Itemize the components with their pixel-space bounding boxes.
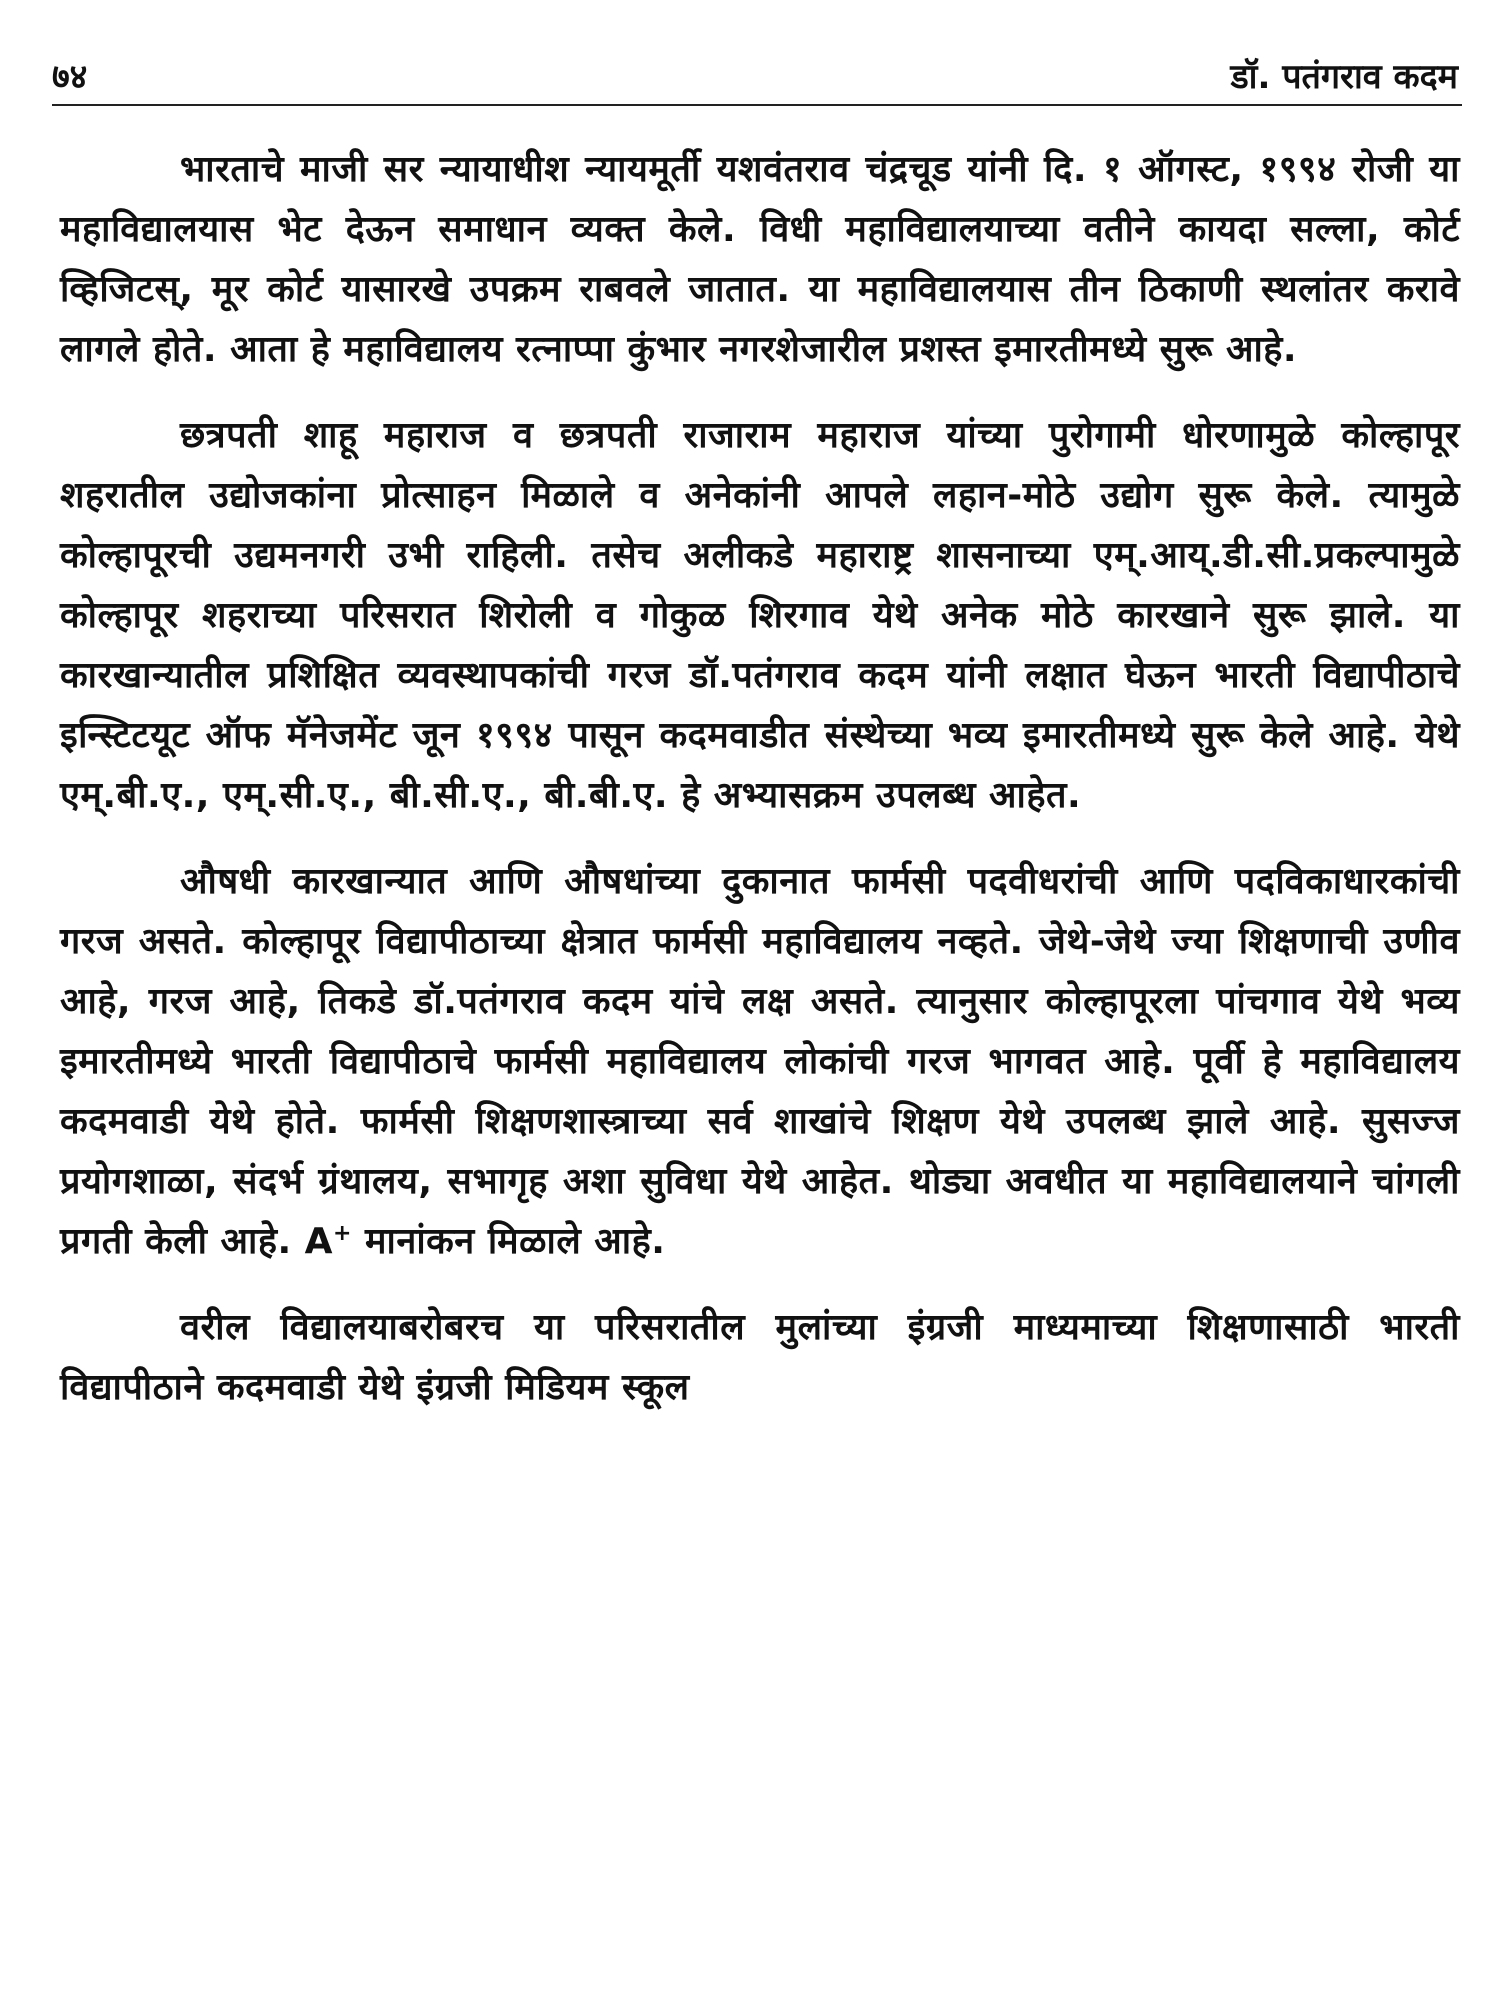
- body-text: [60, 140, 1460, 1418]
- page-number: ७४: [52, 57, 88, 97]
- pharmacy-text: औषधी कारखान्यात आणि औषधांच्या दुकानात फार्मसी पदवीधरांची आणि पदविकाधारकांची गरज असते. कोल्हापूर विद्यापीठाच्या क्षेत्रात फार्मसी महाविद्यालय नव्हते. जेथे-जेथे ज्या शिक्षणाची उणीव आहे, गरज आहे, तिकडे डॉ.पतंगराव कदम यांचे लक्ष असते. त्यानुसार कोल्हापूरला पांचगाव येथे भव्य इमारतीमध्ये भारती विद्यापीठाचे फार्मसी महाविद्यालय लोकांची गरज भागवत आहे. पूर्वी हे महाविद्यालय कदमवाडी येथे होते. फार्मसी शिक्षणशास्त्राच्या सर्व शाखांचे शिक्षण येथे उपलब्ध झाले आहे. सुसज्ज प्रयोगशाळा, संदर्भ ग्रंथालय, सभागृह अशा सुविधा येथे आहेत. थोड्या अवधीत या महाविद्यालयाने चांगली प्रगती केली आहे. A: [60, 861, 1460, 1262]
- page-header: [52, 44, 1462, 106]
- paragraph-law-college: भारताचे माजी सर न्यायाधीश न्यायमूर्ती यशवंतराव चंद्रचूड यांनी दि. १ ऑगस्ट, १९९४ रोजी या महाविद्यालयास भेट देऊन समाधान व्यक्त केले. विधी महाविद्यालयाच्या वतीने कायदा सल्ला, कोर्ट व्हिजिटस्, मूर कोर्ट यासारखे उपक्रम राबवले जातात. या महाविद्यालयास तीन ठिकाणी स्थलांतर करावे लागले होते. आता हे महाविद्यालय रत्नाप्पा कुंभार नगरशेजारील प्रशस्त इमारतीमध्ये सुरू आहे.: [60, 149, 1460, 370]
- pharmacy-text-end: मानांकन मिळाले आहे.: [351, 1221, 666, 1262]
- paragraph-management-institute: छत्रपती शाहू महाराज व छत्रपती राजाराम महाराज यांच्या पुरोगामी धोरणामुळे कोल्हापूर शहरातील उद्योजकांना प्रोत्साहन मिळाले व अनेकांनी आपले लहान-मोठे उद्योग सुरू केले. त्यामुळे कोल्हापूरची उद्यमनगरी उभी राहिली. तसेच अलीकडे महाराष्ट्र शासनाच्या एम्.आय्.डी.सी.प्रकल्पामुळे कोल्हापूर शहराच्या परिसरात शिरोली व गोकुळ शिरगाव येथे अनेक मोठे कारखाने सुरू झाले. या कारखान्यातील प्रशिक्षित व्यवस्थापकांची गरज डॉ.पतंगराव कदम यांनी लक्षात घेऊन भारती विद्यापीठाचे इन्स्टिटयूट ऑफ मॅनेजमेंट जून १९९४ पासून कदमवाडीत संस्थेच्या भव्य इमारतीमध्ये सुरू केले आहे. येथे एम्.बी.ए., एम्.सी.ए., बी.सी.ए., बी.बी.ए. हे अभ्यासक्रम उपलब्ध आहेत.: [60, 415, 1460, 816]
- running-title: डॉ. पतंगराव कदम: [1230, 57, 1458, 97]
- paragraph-pharmacy-college: [60, 852, 1460, 1272]
- grade-superscript: +: [333, 1221, 352, 1246]
- paragraph-english-medium-school: वरील विद्यालयाबरोबरच या परिसरातील मुलांच्या इंग्रजी माध्यमाच्या शिक्षणासाठी भारती विद्यापीठाने कदमवाडी येथे इंग्रजी मिडियम स्कूल: [60, 1307, 1460, 1408]
